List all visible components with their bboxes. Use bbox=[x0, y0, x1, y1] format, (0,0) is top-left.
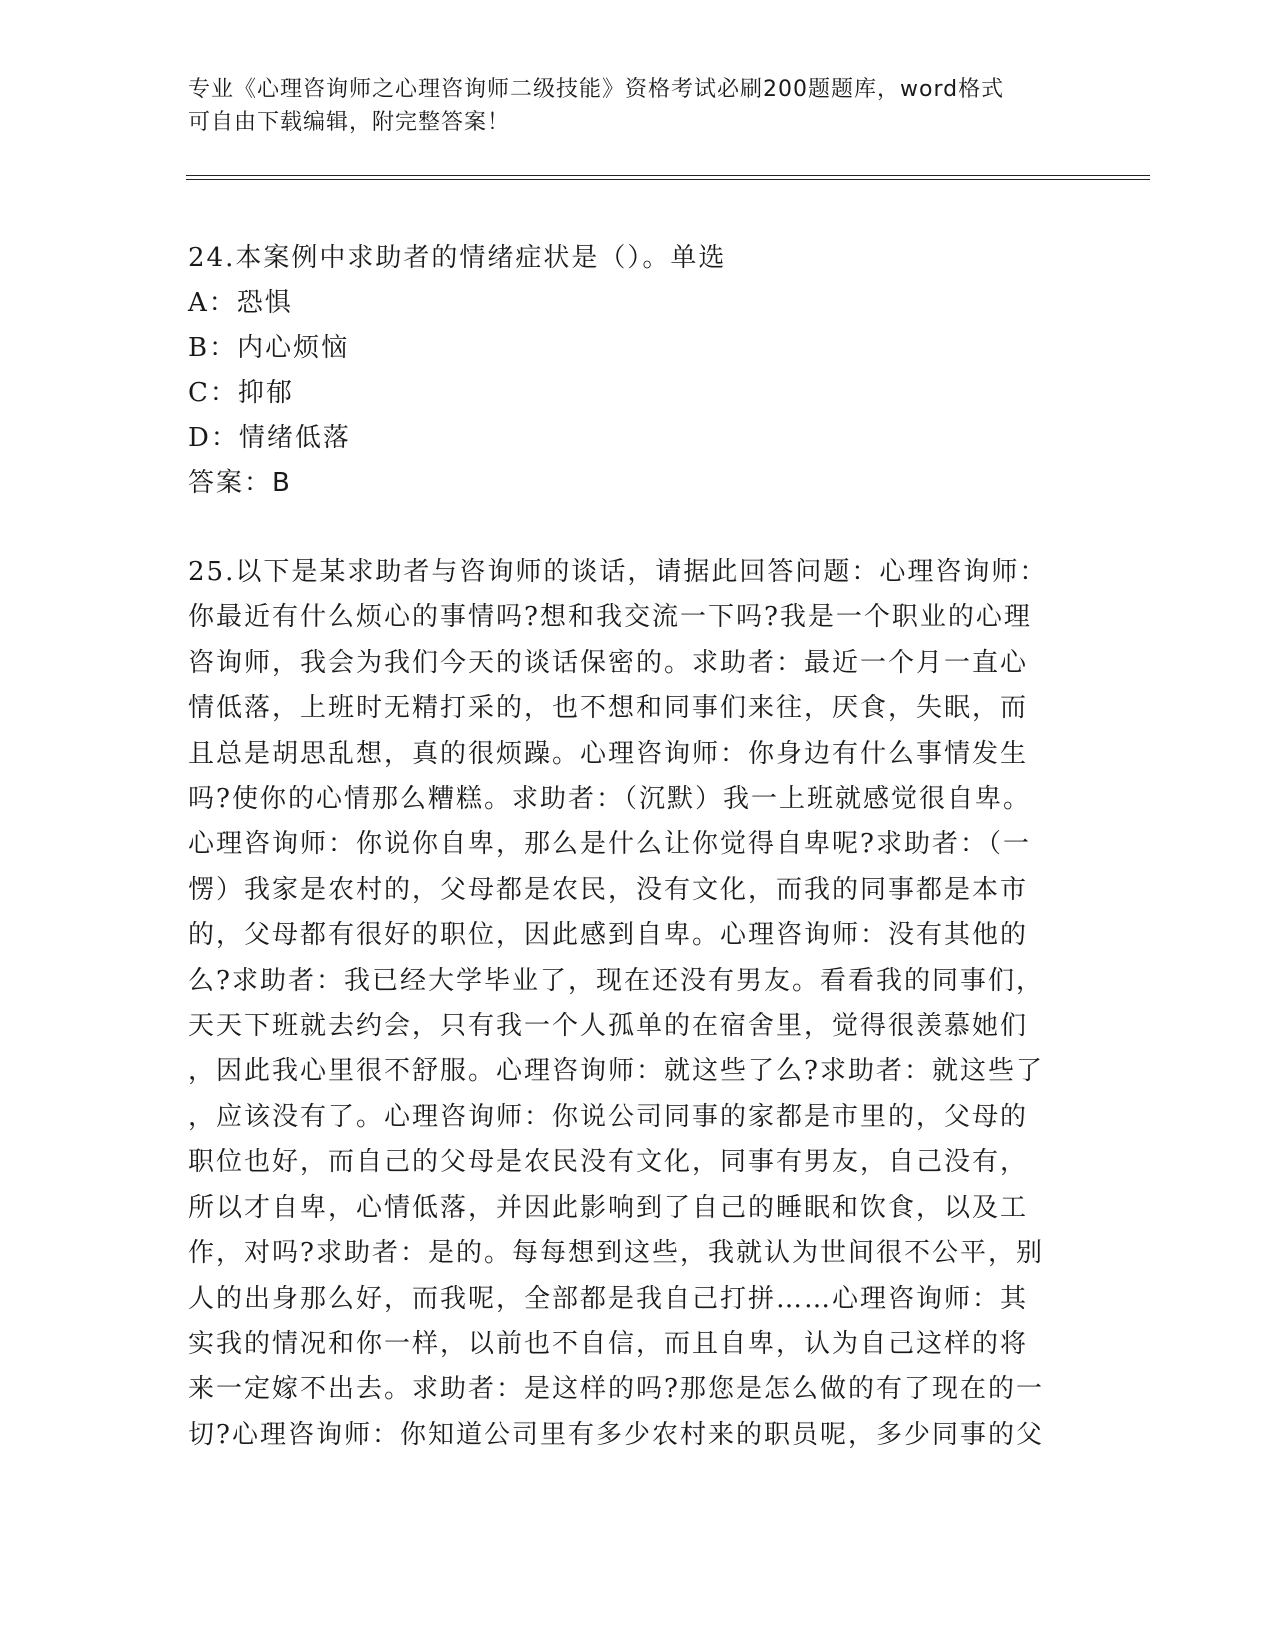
question-line: 愣）我家是农村的，父母都是农民，没有文化，而我的同事都是本市 bbox=[188, 874, 1029, 905]
question-stem: 24.本案例中求助者的情绪症状是（）。单选 bbox=[188, 243, 727, 273]
header-line-1: 专业《心理咨询师之心理咨询师二级技能》资格考试必刷200题题库，word格式 bbox=[188, 77, 1005, 102]
question-line: 人的出身那么好，而我呢，全部都是我自己打拼……心理咨询师：其 bbox=[188, 1283, 1029, 1314]
question-line: 你最近有什么烦心的事情吗?想和我交流一下吗?我是一个职业的心理 bbox=[188, 602, 1032, 633]
question-line: 么?求助者：我已经大学毕业了，现在还没有男友。看看我的同事们， bbox=[188, 965, 1044, 996]
question-line: 来一定嫁不出去。求助者：是这样的吗?那您是怎么做的有了现在的一 bbox=[188, 1374, 1044, 1405]
question-line: 情低落，上班时无精打采的，也不想和同事们来往，厌食，失眠，而 bbox=[188, 693, 1029, 724]
question-line: 职位也好，而自己的父母是农民没有文化，同事有男友，自己没有， bbox=[188, 1147, 1029, 1178]
question-line: 天天下班就去约会，只有我一个人孤单的在宿舍里，觉得很羡慕她们 bbox=[188, 1011, 1029, 1042]
question-line: 咨询师，我会为我们今天的谈话保密的。求助者：最近一个月一直心 bbox=[188, 647, 1029, 678]
document-header bbox=[188, 73, 1068, 139]
question-line: ，应该没有了。心理咨询师：你说公司同事的家都是市里的，父母的 bbox=[188, 1101, 1029, 1132]
question-line: 25.以下是某求助者与咨询师的谈话，请据此回答问题：心理咨询师： bbox=[188, 557, 1048, 587]
question-line: 且总是胡思乱想，真的很烦躁。心理咨询师：你身边有什么事情发生 bbox=[188, 738, 1029, 769]
header-divider bbox=[186, 175, 1150, 180]
question-line: 作，对吗?求助者：是的。每每想到这些，我就认为世间很不公平，别 bbox=[188, 1238, 1044, 1269]
option-b: B：内心烦恼 bbox=[188, 333, 350, 363]
option-c: C：抑郁 bbox=[188, 378, 294, 408]
question-line: 实我的情况和你一样，以前也不自信，而且自卑，认为自己这样的将 bbox=[188, 1328, 1029, 1359]
question-25 bbox=[188, 550, 1068, 1458]
option-a: A：恐惧 bbox=[188, 288, 293, 318]
question-line: 的，父母都有很好的职位，因此感到自卑。心理咨询师：没有其他的 bbox=[188, 920, 1029, 951]
question-line: 切?心理咨询师：你知道公司里有多少农村来的职员呢，多少同事的父 bbox=[188, 1419, 1044, 1450]
answer-label: 答案：B bbox=[188, 468, 292, 498]
option-d: D：情绪低落 bbox=[188, 423, 351, 453]
question-line: 心理咨询师：你说你自卑，那么是什么让你觉得自卑呢?求助者：（一 bbox=[188, 829, 1031, 860]
question-line: 所以才自卑，心情低落，并因此影响到了自己的睡眠和饮食，以及工 bbox=[188, 1192, 1029, 1223]
header-line-2: 可自由下载编辑，附完整答案！ bbox=[188, 110, 511, 135]
question-line: 吗?使你的心情那么糟糕。求助者：（沉默）我一上班就感觉很自卑。 bbox=[188, 784, 1031, 815]
question-line: ，因此我心里很不舒服。心理咨询师：就这些了么?求助者：就这些了 bbox=[188, 1056, 1044, 1087]
question-24 bbox=[188, 236, 1068, 506]
